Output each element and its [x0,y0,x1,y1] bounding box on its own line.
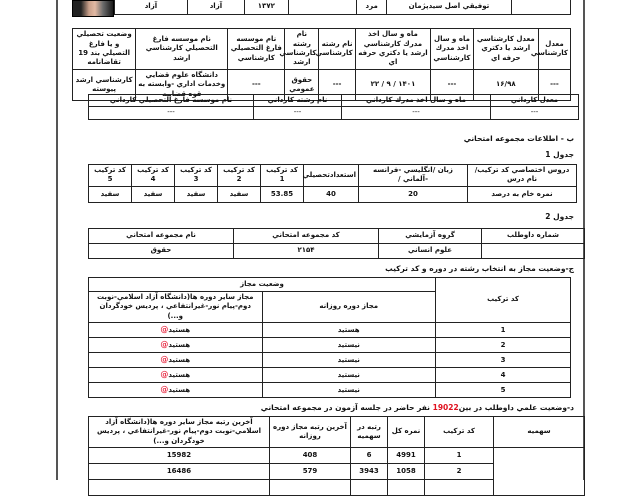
eligibility-other [89,338,263,353]
eligibility-day: هستيد [262,323,436,338]
exam-group-table [88,228,585,259]
rank-in-quota: 3943 [351,464,388,480]
group-value-0 [482,244,585,259]
edu-header-2: ماه و سال اخذ مدرك كارشناسي [431,29,473,70]
birth-year: ۱۳۷۲ [244,0,288,15]
rank-header-score: نمره كل [388,417,425,448]
rank-last-other: 15982 [89,448,270,464]
eligibility-row [89,323,571,338]
rank-code [425,480,494,496]
assoc-value-2: --- [254,107,342,119]
table2-title: جدول 2 [545,212,574,221]
education-table [72,28,571,101]
edu-value-8: كارشناسي ارشد پيوسته [73,70,136,101]
eligibility-day: نيستيد [262,383,436,398]
group-value-1: علوم انساني [379,244,482,259]
candidate-name: توفيقي اصل سيدپژمان [387,0,511,15]
score-header-4: كد تركيب 2 [218,165,261,187]
rank-last-day: 408 [270,448,351,464]
associate-table [88,94,579,120]
personal-cell-0 [511,0,570,15]
eligibility-header-row-1 [89,278,571,292]
eligibility-other [89,368,263,383]
rank-header-last-day: آخرين رتبه مجاز دوره روزانه [270,417,351,448]
edu-value-3: ۱۴۰۱ / ۹ / ۲۲ [355,70,431,101]
score-value-2: 40 [304,186,359,202]
eligibility-other-text: هستيد [168,370,191,379]
score-header-2: استعدادتحصيلي [304,165,359,187]
edu-value-6: --- [228,70,285,101]
assoc-header-0: معدل كارداني [491,95,579,107]
edu-value-0: --- [538,70,570,101]
rank-code: 1 [425,448,494,464]
personal-info-table [114,0,571,15]
rank-in-quota [351,480,388,496]
scores-values-row [89,186,577,202]
assoc-header-2: نام رشته كارداني [254,95,342,107]
eligibility-other-text: هستيد [168,325,191,334]
assoc-header-1: ماه و سال اخذ مدرك كارداني [342,95,491,107]
candidate-photo [72,0,114,17]
eligibility-code: 3 [436,353,571,368]
eligibility-day: نيستيد [262,368,436,383]
at-marker-icon: @ [160,354,169,364]
page-border-left [56,0,58,480]
edu-header-1: معدل كارشناسي ارشد يا دكتري حرفه اي [473,29,538,70]
edu-header-0: معدل كارشناسي [538,29,570,70]
score-header-3: كد تركيب 1 [261,165,304,187]
rank-header-rank: رتبه در سهميه [351,417,388,448]
rank-score: 4991 [388,448,425,464]
group-header-row [89,229,585,244]
edu-header-6: نام موسسه فارغ التحصيلي كارشناسي [228,29,285,70]
eligibility-other [89,353,263,368]
ranking-header-row [89,417,585,448]
personal-cell-5: آزاد [187,0,244,15]
edu-header-3: ماه و سال اخذ مدرك كارشناسي ارشد يا دكتري حرفه اي [355,29,431,70]
associate-header-row [89,95,579,107]
eligibility-day-header: مجاز دوره روزانه [262,292,436,323]
eligibility-status-header: وضعيت مجاز [89,278,436,292]
exam-scores-table [88,164,577,203]
education-header-row [73,29,571,70]
section-d-title [261,403,574,412]
score-header-5: كد تركيب 3 [175,165,218,187]
edu-value-7: دانشگاه علوم قضايي وخدمات اداري -وابسته به قوه قضاييه [136,70,228,101]
score-value-0: نمره خام به درصد [468,186,577,202]
edu-value-2: --- [431,70,473,101]
group-value-2: ۲۱۵۴ [234,244,379,259]
eligibility-code: 5 [436,383,571,398]
eligibility-other [89,323,263,338]
group-header-1: گروه آزمايشي [379,229,482,244]
assoc-value-0: --- [491,107,579,119]
rank-score: 1058 [388,464,425,480]
at-marker-icon: @ [160,324,169,334]
edu-header-5: نام رشته كارشناسي ارشد [285,29,319,70]
rank-in-quota: 6 [351,448,388,464]
group-value-3: حقوق [89,244,234,259]
eligibility-other-text: هستيد [168,340,191,349]
eligibility-row [89,383,571,398]
edu-header-4: نام رشته كارشناسي [319,29,355,70]
rank-last-other [89,480,270,496]
eligibility-row [89,368,571,383]
group-header-0: شماره داوطلب [482,229,585,244]
rank-header-last-other: آخرين رتبه مجاز ساير دوره ها(دانشگاه آزاد اسلامي-نوبت دوم-پيام نور-غيرانتفاعي ، پرديس خودگردان و...) [89,417,270,448]
eligibility-other-text: هستيد [168,385,191,394]
at-marker-icon: @ [160,339,169,349]
rank-last-day [270,480,351,496]
table1-title: جدول 1 [545,150,574,159]
rank-score [388,480,425,496]
at-marker-icon: @ [160,384,169,394]
score-value-5: سفيد [175,186,218,202]
score-value-6: سفيد [132,186,175,202]
edu-value-1: ۱۶/۹۸ [473,70,538,101]
rank-header-quota: سهميه [494,417,585,448]
eligibility-code: 4 [436,368,571,383]
personal-cell-3 [288,0,356,15]
group-header-3: نام مجموعه امتحاني [89,229,234,244]
section-c-title: ج-وضعيت مجاز به انتخاب رشته در دوره و كد تركيب [385,264,574,273]
score-header-6: كد تركيب 4 [132,165,175,187]
eligibility-table [88,277,571,398]
section-d-prefix: د-وضعيت علمي داوطلب در بين [458,403,574,412]
total-participants: 19022 [432,403,459,412]
eligibility-other-text: هستيد [168,355,191,364]
assoc-header-3: نام موسسه فارغ التحصيلي كارداني [89,95,254,107]
ranking-table [88,416,585,496]
eligibility-day: نيستيد [262,338,436,353]
eligibility-other-header: مجاز ساير دوره ها(دانشگاه آزاد اسلامي-نوبت دوم-پيام نور-غيرانتفاعي ، پرديس خودگردان و...) [89,292,263,323]
candidate-gender: مرد [357,0,387,15]
group-header-2: كد مجموعه امتحاني [234,229,379,244]
assoc-value-1: --- [342,107,491,119]
eligibility-day: نيستيد [262,353,436,368]
rank-last-other: 16486 [89,464,270,480]
associate-values-row [89,107,579,119]
score-header-1: زبان /انگليسي -فرانسه -آلماني / [359,165,468,187]
personal-info-row [115,0,571,15]
score-header-7: كد تركيب 5 [89,165,132,187]
scores-header-row [89,165,577,187]
eligibility-code: 2 [436,338,571,353]
personal-cell-6: آزاد [115,0,188,15]
eligibility-other [89,383,263,398]
at-marker-icon: @ [160,369,169,379]
group-values-row [89,244,585,259]
edu-header-8: وضعيت تحصيلي و يا فارغ التصيلي بند 19 تقاضانامه [73,29,136,70]
score-header-0: دروس اختصاصي كد تركيب/نام درس [468,165,577,187]
edu-value-5: حقوق عمومي [285,70,319,101]
score-value-4: سفيد [218,186,261,202]
assoc-value-3: --- [89,107,254,119]
eligibility-code: 1 [436,323,571,338]
score-value-3: 53.85 [261,186,304,202]
section-d-suffix: نفر حاضر در جلسه آزمون در مجموعه امتحاني [260,403,433,412]
edu-value-4: --- [319,70,355,101]
edu-header-7: نام موسسه فارغ التحصيلي كارشناسي ارشد [136,29,228,70]
rank-header-code: كد تركيب [425,417,494,448]
rank-code: 2 [425,464,494,480]
rank-last-day: 579 [270,464,351,480]
eligibility-row [89,353,571,368]
score-value-7: سفيد [89,186,132,202]
eligibility-row [89,338,571,353]
section-b-title: ب - اطلاعات مجموعه امتحاني [463,134,574,143]
quota-cell [494,448,585,496]
eligibility-code-header: كد تركيب [436,278,571,323]
ranking-row [89,448,585,464]
score-value-1: 20 [359,186,468,202]
